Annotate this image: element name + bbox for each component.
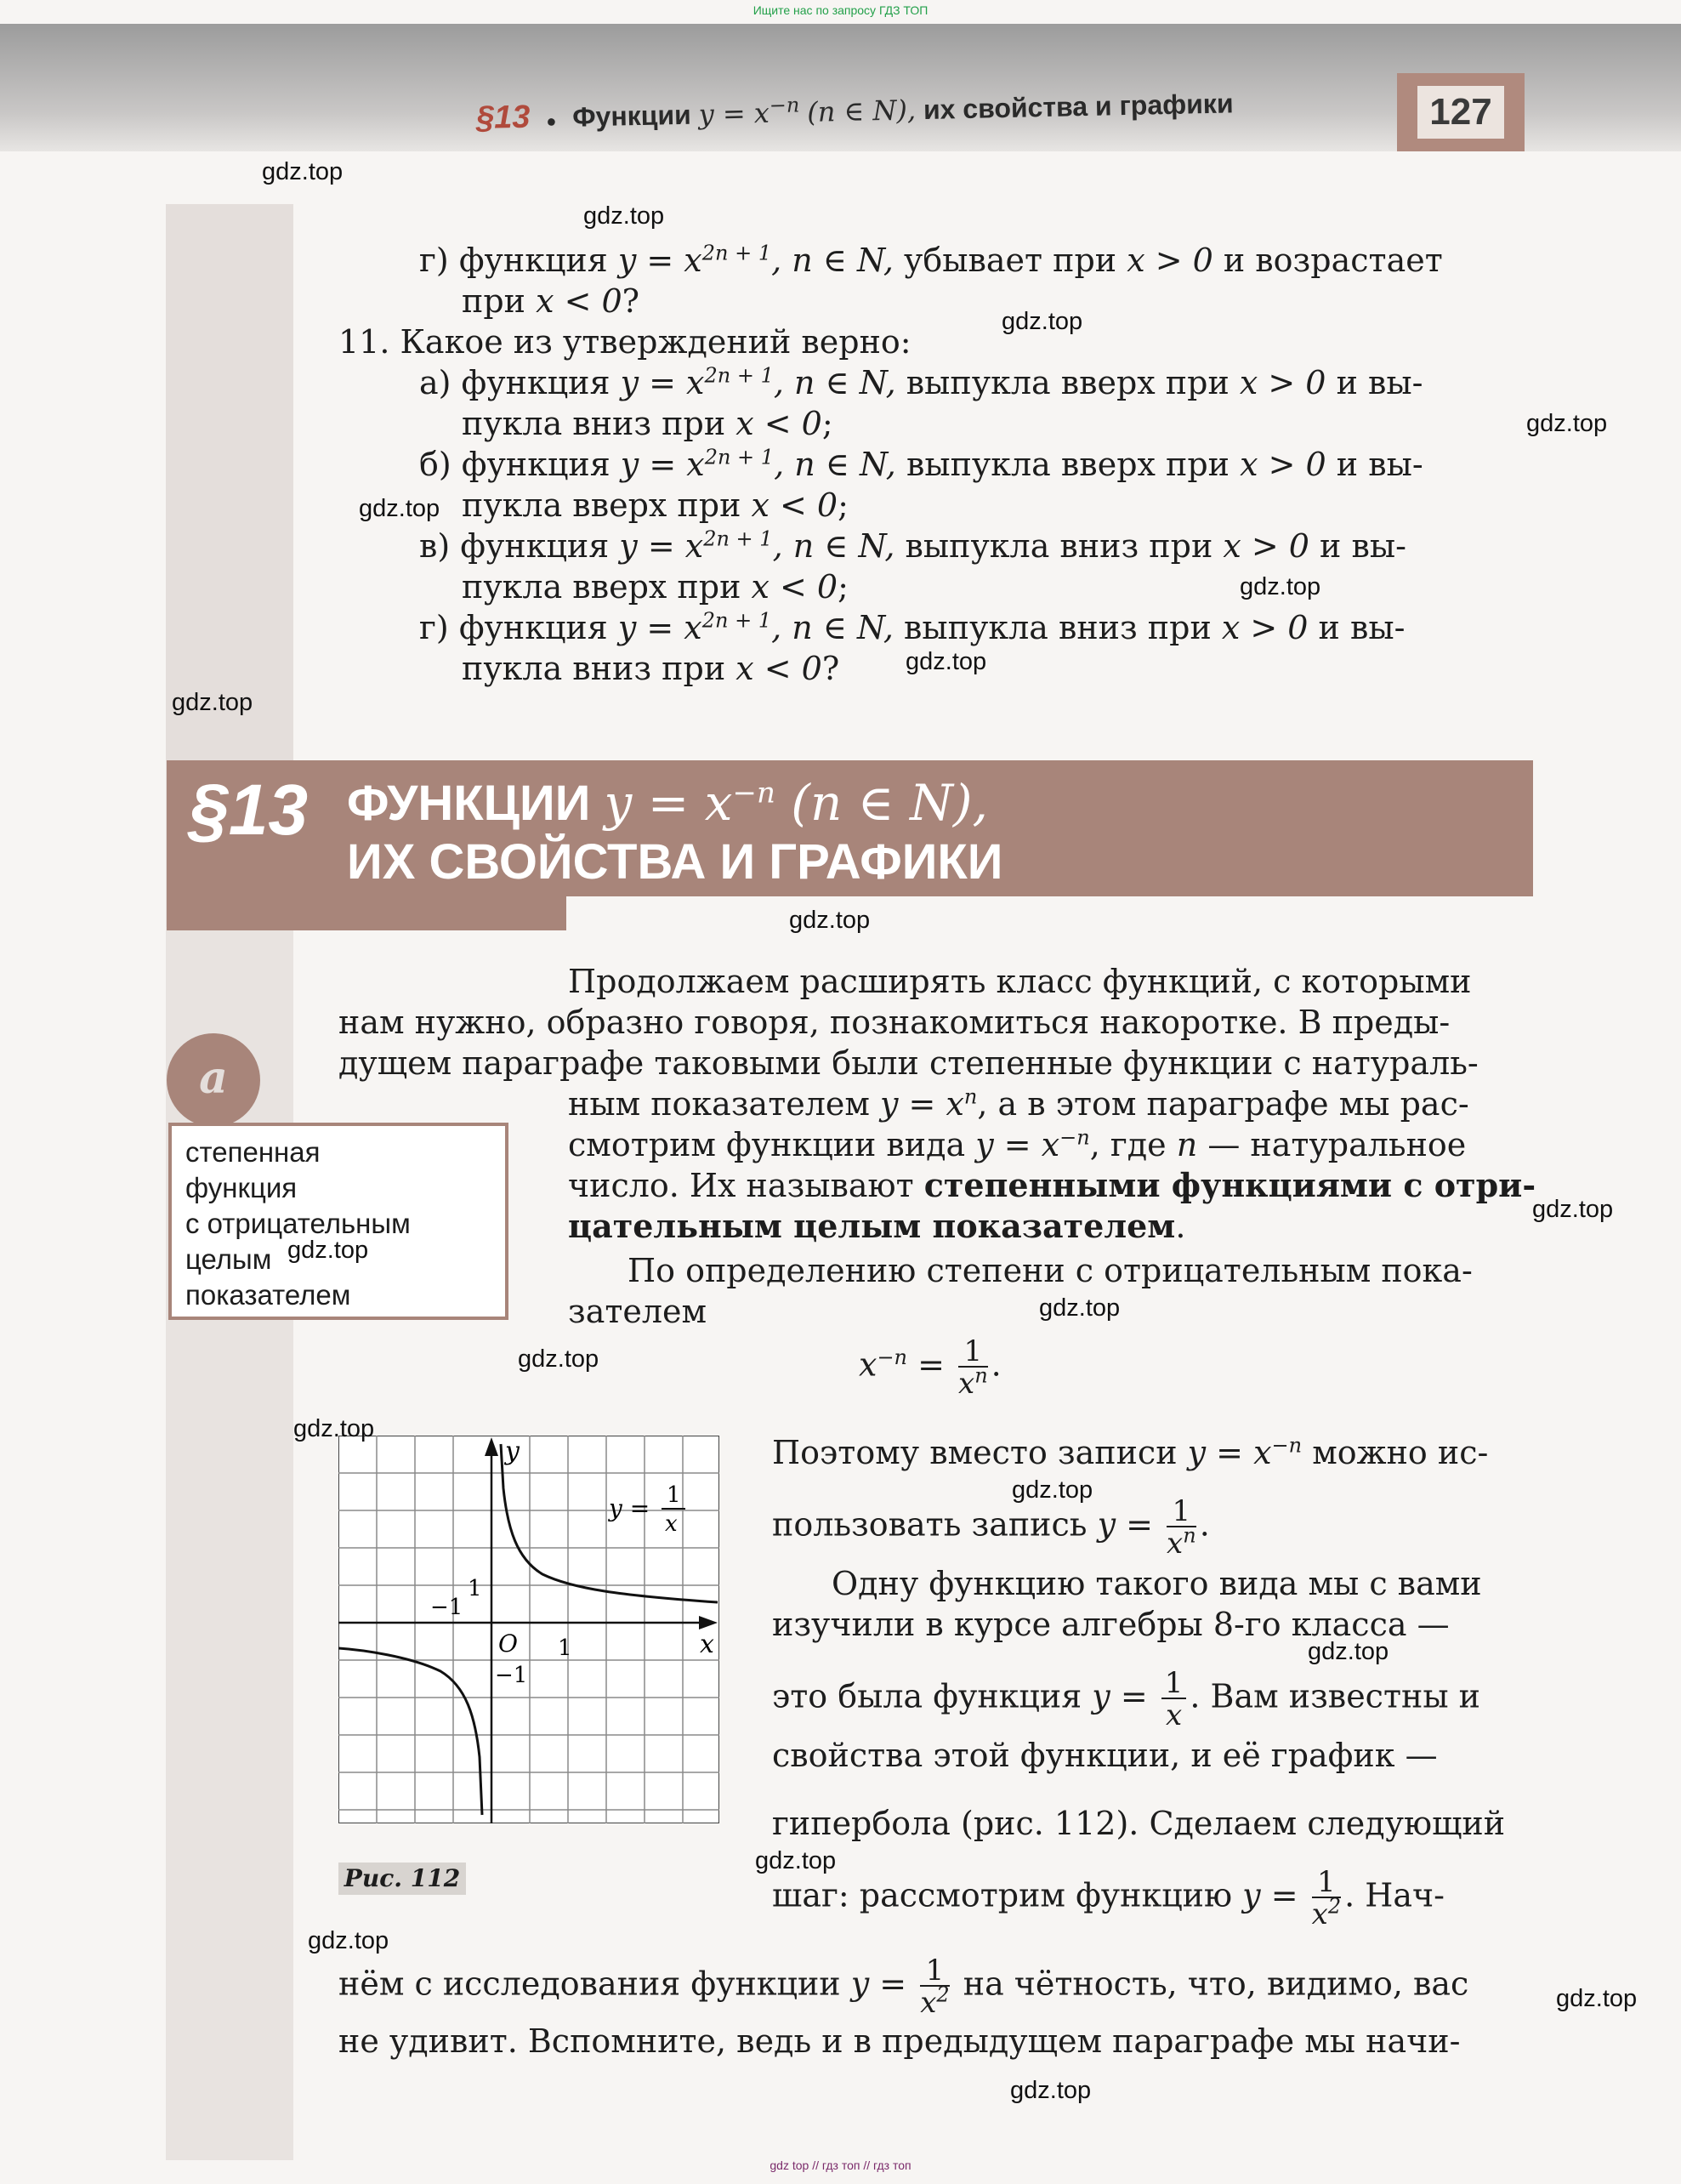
eq-end: .	[991, 1345, 1002, 1384]
exercise-item-v-line1	[419, 526, 1406, 566]
eq-exp: −n	[877, 1345, 908, 1369]
header-formula: y = x	[698, 96, 770, 131]
header-section: §13	[475, 99, 531, 136]
y-axis-label: y	[505, 1436, 520, 1466]
body-fraction	[1167, 1494, 1196, 1561]
item-exp: 2n + 1	[703, 526, 773, 551]
frac-num: 1	[1161, 1669, 1187, 1699]
term-line: функция	[185, 1172, 298, 1203]
body-text: можно ис-	[1302, 1434, 1489, 1471]
eq-fraction	[958, 1334, 988, 1401]
header-title-pre: Функции	[571, 99, 692, 133]
item-text: и вы-	[1309, 527, 1406, 565]
body-fraction	[1311, 1865, 1342, 1931]
item-text: и вы-	[1326, 364, 1423, 401]
exercise-item-a-line1	[419, 362, 1423, 403]
watermark: gdz.top	[308, 1927, 389, 1954]
header-title-post: их свойства и графики	[923, 88, 1234, 125]
body-text: шаг: рассмотрим функцию	[772, 1876, 1243, 1914]
frac-num: 1	[920, 1956, 949, 1987]
header-cond: (n ∈ N),	[806, 94, 917, 128]
body-p1-line4	[568, 1083, 1469, 1124]
body-p4-line7	[338, 1954, 1469, 2020]
watermark: gdz.top	[583, 202, 665, 230]
exercise-item-b-line1	[419, 444, 1423, 485]
item-exp: 2n + 1	[704, 363, 774, 388]
item-text: пукла вверх при	[462, 568, 752, 606]
item-cond: x < 0	[751, 486, 838, 524]
body-p4-line4: свойства этой функции, и её график —	[772, 1737, 1438, 1774]
item-cond: , n ∈ N,	[772, 527, 895, 565]
item-text: пукла вниз при	[462, 405, 736, 442]
watermark: gdz.top	[755, 1847, 837, 1874]
body-p4-line8: не удивит. Вспомните, ведь и в предыдущем параграфе мы начи-	[338, 2022, 1461, 2060]
body-text: , а в этом параграфе мы рас-	[977, 1085, 1469, 1123]
exercise-text: ?	[622, 282, 640, 320]
exercise-cond: , n ∈ N,	[771, 242, 894, 279]
curve-label-num: 1	[667, 1482, 681, 1508]
body-formula: y =	[1242, 1876, 1309, 1914]
frac-num: 1	[1312, 1868, 1341, 1898]
tick-x-1: 1	[558, 1635, 572, 1661]
body-fraction	[920, 1954, 950, 2020]
body-text: . Нач-	[1344, 1876, 1445, 1914]
body-p3-line1	[772, 1432, 1488, 1473]
banner-title-line1	[347, 774, 988, 832]
body-text: это была функция	[772, 1677, 1093, 1715]
body-p4-line1: Одну функцию такого вида мы с вами	[832, 1565, 1482, 1602]
body-p1-line7	[568, 1206, 1185, 1247]
body-p1-line6	[568, 1165, 1536, 1206]
body-p1-line3: дущем параграфе таковыми были степенные функции с натураль-	[338, 1044, 1479, 1082]
body-text: число. Их называют	[568, 1167, 924, 1204]
frac-den-exp: 2	[936, 1982, 950, 2007]
item-text: пукла вверх при	[462, 486, 752, 524]
body-p4-line2: изучили в курсе алгебры 8-го класса —	[772, 1606, 1450, 1643]
body-formula: y =	[850, 1965, 917, 2003]
banner-title-line2: ИХ СВОЙСТВА И ГРАФИКИ	[347, 834, 1003, 890]
exercise-g-prev-line1	[419, 240, 1443, 281]
curve-label-y: y =	[609, 1494, 650, 1522]
item-text: ?	[821, 650, 840, 687]
exercise-text: г) функция	[419, 242, 618, 279]
item-cond: x > 0	[1239, 364, 1326, 401]
item-exp: 2n + 1	[704, 445, 775, 469]
item-formula: y = x	[617, 609, 702, 646]
watermark: gdz.top	[789, 907, 871, 934]
body-var: n	[1176, 1126, 1198, 1163]
body-formula: y =	[1092, 1677, 1158, 1715]
figure-caption: Рис. 112	[338, 1863, 466, 1895]
exercise-item-g-line2	[462, 648, 839, 689]
item-text: и вы-	[1308, 609, 1406, 646]
watermark: gdz.top	[1012, 1476, 1093, 1504]
body-formula: y =	[1097, 1505, 1164, 1544]
term-line: степенная	[185, 1136, 321, 1168]
body-p1-line5	[568, 1124, 1466, 1165]
item-text: выпукла вниз при	[894, 527, 1224, 565]
item-cond: x < 0	[735, 405, 822, 442]
body-text: .	[1199, 1505, 1210, 1544]
exercise-text: убывает при	[893, 242, 1127, 279]
item-cond: x < 0	[735, 650, 822, 687]
exercise-cond: x > 0	[1127, 242, 1213, 279]
origin-label: O	[498, 1629, 518, 1658]
item-text: выпукла вверх при	[895, 364, 1240, 401]
body-p2-line2: зателем	[568, 1293, 707, 1330]
section-banner-tab	[167, 896, 566, 930]
body-text: , где	[1089, 1126, 1177, 1163]
item-cond: x > 0	[1240, 446, 1326, 483]
header-exp: −n	[769, 93, 800, 118]
item-label: б) функция	[419, 446, 621, 483]
item-text: выпукла вверх при	[895, 446, 1241, 483]
equation-definition	[859, 1334, 1002, 1401]
body-text: ным показателем	[568, 1085, 880, 1123]
item-cond: , n ∈ N,	[774, 446, 896, 483]
item-label: г) функция	[419, 609, 618, 646]
tick-y-neg1: −1	[495, 1663, 528, 1688]
term-line: целым	[185, 1243, 272, 1275]
watermark: gdz.top	[287, 1237, 369, 1264]
body-text: Поэтому вместо записи	[772, 1434, 1188, 1471]
frac-den-var: x	[920, 1986, 937, 2020]
eq-den-var: x	[958, 1367, 975, 1401]
watermark: gdz.top	[1526, 410, 1608, 437]
frac-den-var: x	[1167, 1527, 1184, 1561]
item-cond: x < 0	[751, 568, 838, 606]
exercise-cond: x < 0	[536, 282, 622, 320]
watermark: gdz.top	[293, 1415, 375, 1442]
body-p4-line6	[772, 1865, 1445, 1931]
item-exp: 2n + 1	[701, 608, 772, 633]
body-p1-line2: нам нужно, образно говоря, познакомиться накоротке. В преды-	[338, 1004, 1451, 1041]
item-label: а) функция	[419, 364, 621, 401]
body-term: цательным целым показателем	[568, 1207, 1176, 1245]
body-text: на чётность, что, видимо, вас	[952, 1965, 1469, 2003]
hyperbola-figure	[338, 1436, 719, 1823]
frac-den	[920, 1982, 950, 2020]
frac-num: 1	[1167, 1497, 1196, 1527]
item-text: ;	[821, 405, 833, 442]
page-number-block	[1397, 73, 1525, 151]
item-formula: y = x	[619, 527, 704, 565]
frac-den: x	[1165, 1698, 1183, 1732]
watermark: gdz.top	[262, 158, 344, 185]
body-formula: y = x	[975, 1126, 1060, 1163]
exercise-item-a-line2	[462, 403, 833, 444]
eq-sign: =	[907, 1345, 956, 1384]
eq-num: 1	[958, 1337, 988, 1368]
watermark: gdz.top	[1556, 1985, 1638, 2012]
exercise-text: и возрастает	[1212, 242, 1443, 279]
item-formula: y = x	[620, 446, 705, 483]
body-formula: y = x	[1187, 1434, 1272, 1471]
exercise-g-prev-line2	[462, 281, 639, 321]
body-text: пользовать запись	[772, 1505, 1098, 1544]
body-term: степенными функциями с отри-	[923, 1166, 1536, 1204]
exercise-item-g-line1	[419, 607, 1405, 648]
bottom-note[interactable]: gdz top // гдз топ // гдз топ	[770, 2158, 911, 2172]
body-text: — натуральное	[1197, 1126, 1467, 1163]
watermark: gdz.top	[1532, 1196, 1614, 1223]
watermark: gdz.top	[906, 648, 987, 675]
item-cond: x > 0	[1223, 527, 1309, 565]
item-text: и вы-	[1326, 446, 1423, 483]
item-text: пукла вниз при	[462, 650, 736, 687]
body-exp: −n	[1059, 1125, 1090, 1150]
frac-den	[1311, 1894, 1342, 1931]
tick-x-neg1: −1	[430, 1595, 463, 1620]
watermark: gdz.top	[1240, 573, 1321, 600]
body-p4-line3	[772, 1666, 1480, 1732]
watermark: gdz.top	[1308, 1638, 1389, 1665]
item-text: ;	[838, 486, 849, 524]
body-p2-line1: По определению степени с отрицательным пока-	[628, 1252, 1473, 1289]
body-p4-line5: гипербола (рис. 112). Сделаем следующий	[772, 1805, 1506, 1842]
x-axis-label: x	[700, 1629, 714, 1659]
term-line: с отрицательным	[185, 1208, 411, 1239]
exercise-item-b-line2	[462, 485, 849, 526]
eq-den-exp: n	[974, 1363, 988, 1388]
watermark: gdz.top	[518, 1345, 599, 1373]
item-formula: y = x	[620, 364, 705, 401]
eq-var: x	[859, 1345, 877, 1384]
frac-den-exp: 2	[1327, 1894, 1342, 1919]
item-cond: , n ∈ N,	[773, 364, 896, 401]
header-bullet: ●	[546, 112, 557, 132]
banner-formula: y = x	[604, 774, 733, 832]
body-text: .	[1175, 1208, 1186, 1245]
body-exp: n	[963, 1084, 978, 1109]
banner-cond: (n ∈ N),	[775, 774, 988, 832]
item-cond: x > 0	[1221, 609, 1309, 646]
frac-den	[1167, 1523, 1196, 1561]
top-note[interactable]: Ищите нас по запросу ГДЗ ТОП	[752, 3, 929, 17]
frac-den-var: x	[1311, 1897, 1328, 1931]
margin-circle-icon	[167, 1033, 260, 1127]
body-text: . Вам известны и	[1190, 1677, 1480, 1715]
figure-frame	[338, 1436, 719, 1823]
item-text: ;	[838, 568, 849, 606]
body-fraction	[1161, 1666, 1187, 1732]
frac-den-exp: n	[1183, 1523, 1196, 1548]
watermark: gdz.top	[172, 689, 253, 716]
item-label: в) функция	[419, 527, 620, 565]
tick-y-1: 1	[468, 1576, 482, 1601]
body-text: смотрим функции вида	[568, 1126, 976, 1163]
circle-symbol: a	[199, 1052, 228, 1104]
body-text: нём с исследования функции	[338, 1965, 851, 2003]
curve-label-den: x	[665, 1511, 678, 1537]
question-11: 11. Какое из утверждений верно:	[338, 323, 911, 361]
banner-word: ФУНКЦИИ	[347, 776, 605, 831]
item-cond: , n ∈ N,	[771, 609, 894, 646]
exercise-formula: y = x	[617, 242, 702, 279]
banner-section-number: §13	[189, 770, 309, 850]
watermark: gdz.top	[1010, 2077, 1092, 2104]
exercise-item-v-line2	[462, 566, 849, 607]
body-exp: −n	[1271, 1433, 1303, 1458]
exercise-text: при	[462, 282, 537, 320]
page-number: 127	[1417, 86, 1503, 139]
exercise-exp: 2n + 1	[701, 241, 772, 265]
watermark: gdz.top	[1002, 308, 1083, 335]
watermark: gdz.top	[1039, 1294, 1121, 1322]
banner-exp: −n	[732, 776, 775, 810]
body-p1-line1: Продолжаем расширять класс функций, с которыми	[568, 963, 1472, 1000]
watermark: gdz.top	[359, 495, 440, 522]
body-p3-line2	[772, 1494, 1210, 1561]
item-text: выпукла вниз при	[893, 609, 1222, 646]
eq-den	[958, 1363, 988, 1401]
term-line: показателем	[185, 1279, 351, 1311]
body-formula: y = x	[879, 1085, 964, 1123]
margin-term-box	[168, 1123, 508, 1320]
